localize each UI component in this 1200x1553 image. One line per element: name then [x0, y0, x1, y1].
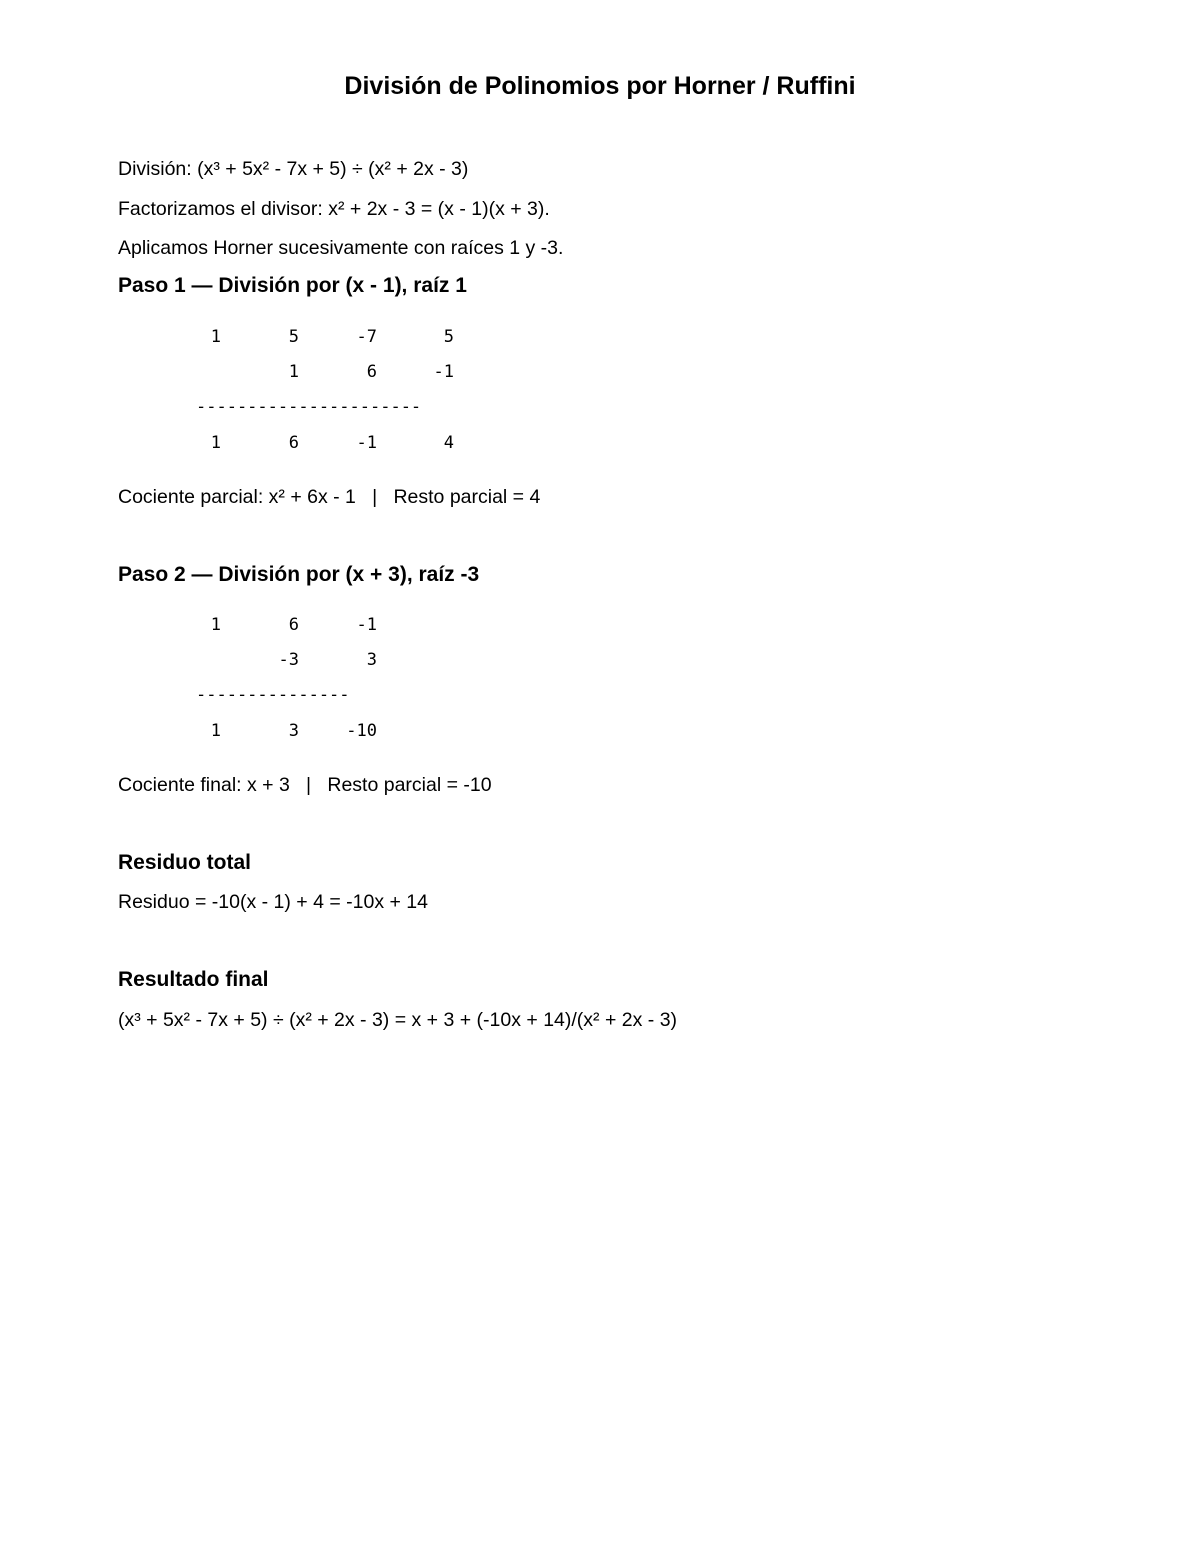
- step1-heading: Paso 1 — División por (x - 1), raíz 1: [118, 274, 467, 297]
- table-cell: 5: [288, 327, 299, 347]
- table-cell: 6: [366, 362, 377, 382]
- table-cell: -7: [356, 327, 377, 347]
- table-cell: -1: [356, 433, 377, 453]
- table-cell: 1: [210, 721, 221, 741]
- table-cell: 3: [288, 721, 299, 741]
- table-cell: -1: [433, 362, 454, 382]
- step2-summary: Cociente final: x + 3 | Resto parcial = -10: [118, 774, 492, 796]
- method-statement: Aplicamos Horner sucesivamente con raíces 1 y -3.: [118, 237, 564, 259]
- divisor-factorization: Factorizamos el divisor: x² + 2x - 3 = (x - 1)(x + 3).: [118, 198, 550, 220]
- table-cell: 1: [210, 327, 221, 347]
- result-text: (x³ + 5x² - 7x + 5) ÷ (x² + 2x - 3) = x + 3 + (-10x + 14)/(x² + 2x - 3): [118, 1009, 678, 1031]
- result-heading: Resultado final: [118, 968, 269, 991]
- table-cell: -10: [346, 721, 377, 741]
- table-cell: 4: [443, 433, 454, 453]
- table-cell: -3: [278, 650, 299, 670]
- table-cell: 1: [210, 433, 221, 453]
- table-cell: 5: [443, 327, 454, 347]
- step1-summary: Cociente parcial: x² + 6x - 1 | Resto parcial = 4: [118, 486, 541, 508]
- step2-heading: Paso 2 — División por (x + 3), raíz -3: [118, 563, 480, 586]
- table-cell: -1: [356, 615, 377, 635]
- residue-text: Residuo = -10(x - 1) + 4 = -10x + 14: [118, 891, 429, 913]
- division-statement: División: (x³ + 5x² - 7x + 5) ÷ (x² + 2x - 3): [118, 158, 469, 180]
- step1-divider: ----------------------: [196, 397, 422, 417]
- table-cell: 1: [210, 615, 221, 635]
- document-title: División de Polinomios por Horner / Ruffini: [344, 72, 856, 100]
- table-cell: 6: [288, 433, 299, 453]
- table-cell: 3: [366, 650, 377, 670]
- step2-divider: ---------------: [196, 685, 350, 705]
- table-cell: 6: [288, 615, 299, 635]
- table-cell: 1: [288, 362, 299, 382]
- residue-heading: Residuo total: [118, 851, 252, 874]
